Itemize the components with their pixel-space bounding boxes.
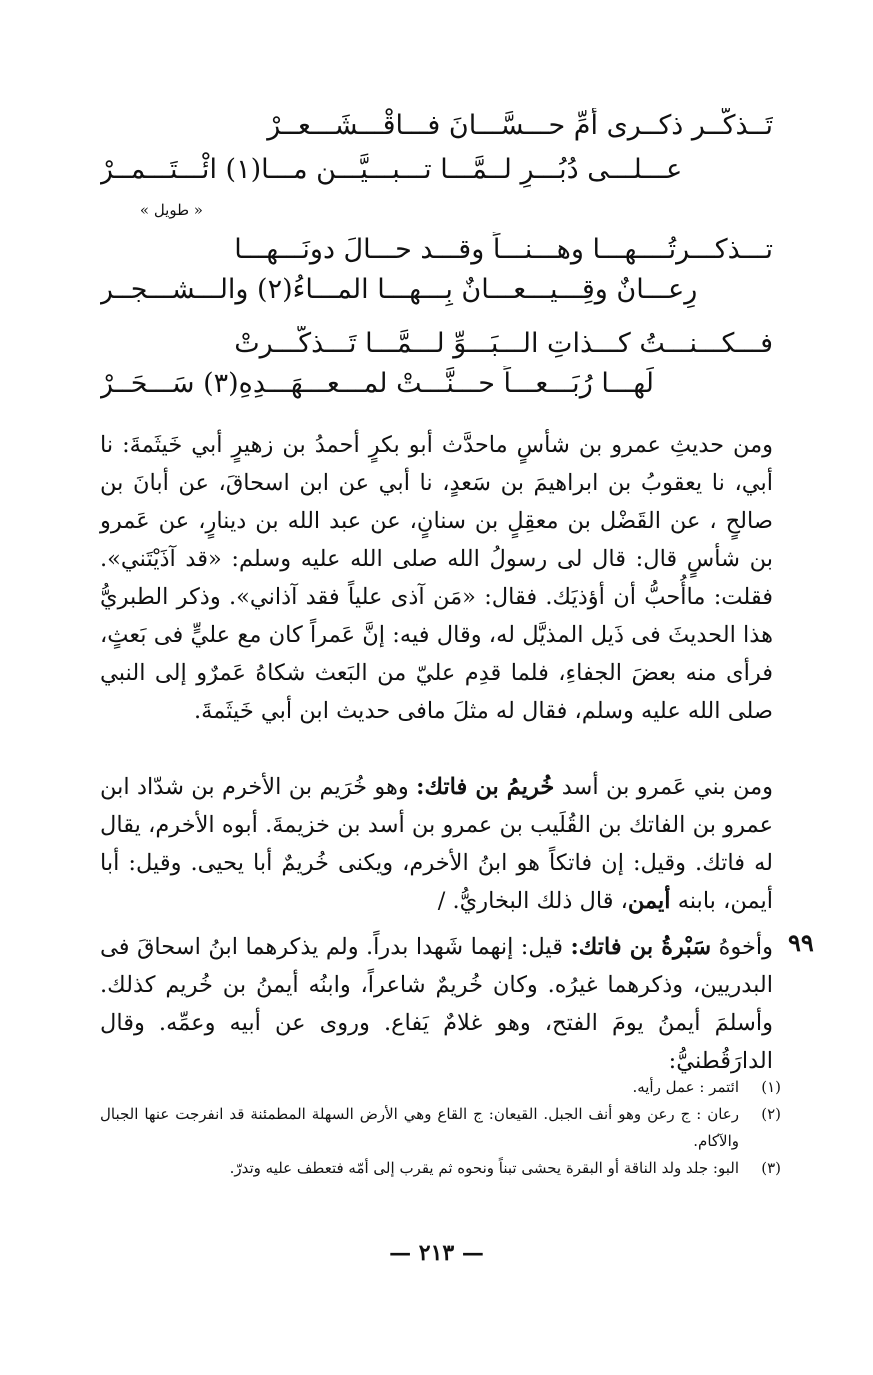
meter-label: « طويل »	[139, 201, 203, 219]
footnote-2	[100, 1101, 781, 1155]
person-name-khuraym: خُريمُ بن فاتك:	[416, 774, 555, 800]
paragraph-khuraym-body: وهو خُرَيم بن الأخرم بن شدّاد ابن عمرو بن الفاتك بن القُلَيب بن عمرو بن أسد بن خزيمةَ. أبوه الأخرم، يقال له فاتك. وقيل: إن فاتكاً هو ابنُ الأخرم، ويكنى خُريمٌ أبا يحيى. وقيل: أبا أيمن، بابنه	[100, 774, 773, 914]
paragraph-sabra-intro: وأخوهُ	[711, 934, 774, 960]
verse-3-second-hemistich: لَهـــا رُبَـــعـــاً حـــنَّـــتْ لمـــعـــهَـــدِهِ(٣) سَـــحَــرْ	[100, 368, 654, 399]
paragraph-sabra-body: قيل: إنهما شَهدا بدراً. ولم يذكرهما ابنُ اسحاقَ فى البدريين، وذكرهما غيرُه. وكان خُريمٌ شاعراً، وابنُه أيمنُ بن خُريم كذلك. وأسلمَ أيمنُ يومَ الفتح، وهو غلامٌ يَفاع. وروى عن أبيه وعمِّه. وقال الدارَقُطنيُّ:	[100, 934, 773, 1074]
verse-2-second-hemistich: رِعـــانٌ وقِـــيـــعـــانٌ بِـــهـــا المـــاءُ(٢) والـــشـــجــر	[100, 274, 698, 305]
footnote-number: (٢)	[761, 1105, 781, 1123]
verse-3-first-hemistich: فـــكـــنـــتُ كـــذاتِ الـــبَـــوِّ لـــمَّـــا تَـــذكَّـــرتْ	[234, 328, 773, 359]
footnote-1	[100, 1074, 781, 1101]
verse-1-second-hemistich: عـــلـــى دُبُـــرٍ لــمَّـــا تـــبـــيَّـــن مـــا(١) ائْـــتَـــمــرْ	[100, 154, 683, 185]
footnote-3	[100, 1155, 781, 1182]
footnote-text: ائتمر : عمل رأيه.	[632, 1078, 739, 1096]
footnote-text: البو: جلد ولد الناقة أو البقرة يحشى تبناً ونحوه ثم يقرب إلى أمّه فتعطف عليه وتدرّ.	[229, 1159, 739, 1177]
person-name-sabra: سَبْرةُ بن فاتك:	[570, 934, 712, 960]
verse-2-first-hemistich: تـــذكـــرتُــــهـــا وهـــنـــاً وقـــد حـــالَ دونَـــهـــا	[234, 234, 773, 265]
verse-1-first-hemistich: تَــذكَّــر ذكــرى أمِّ حـــسَّـــانَ فـــاقْـــشَـــعــرْ	[267, 110, 773, 141]
paragraph-khuraym-end: ، قال ذلك البخاريُّ. /	[437, 888, 628, 914]
page-number: — ٢١٣ —	[389, 1240, 484, 1266]
paragraph-khuraym	[100, 768, 773, 920]
footnote-text: رعان : ج رعن وهو أنف الجبل. القيعان: ج القاع وهي الأرض السهلة المطمئنة قد انفرجت عنها الجبال والآكام.	[100, 1105, 739, 1150]
footnote-number: (١)	[761, 1078, 781, 1096]
person-name-ayman: أيمن	[627, 888, 671, 914]
paragraph-sabra	[100, 928, 773, 1080]
footnotes	[100, 1074, 781, 1182]
paragraph-khuraym-intro: ومن بني عَمرو بن أسد	[554, 774, 773, 800]
margin-page-reference: ٩٩	[788, 928, 814, 957]
footnote-number: (٣)	[761, 1159, 781, 1177]
paragraph-hadith-amr: ومن حديثِ عمرو بن شأسٍ ماحدَّث أبو بكرٍ أحمدُ بن زهيرٍ أبي خَيثَمةَ: نا أبي، نا يعقوبُ بن ابراهيمَ بن سَعدٍ، نا أبي عن ابن اسحاقَ، عن أبانَ بن صالحٍ ، عن القَضْل بن معقِلٍ بن سنانٍ، عن عبد الله بن دينارٍ، عن عَمرو بن شأسٍ قال: قال لى رسولُ الله صلى الله عليه وسلم: «قد آذَيْتَني». فقلت: ماأُحبُّ أن أؤذيَك. فقال: «مَن آذى علياً فقد آذاني». وذكر الطبريُّ هذا الحديثَ فى ذَيل المذيَّل له، وقال فيه: إنَّ عَمراً كان مع عليٍّ فى بَعثٍ، فرأى منه بعضَ الجفاءِ، فلما قدِم عليّ من البَعث شكاهُ عَمرٌو إلى النبي صلى الله عليه وسلم، فقال له مثلَ مافى حديث ابن أبي خَيثَمةَ.	[100, 432, 773, 724]
